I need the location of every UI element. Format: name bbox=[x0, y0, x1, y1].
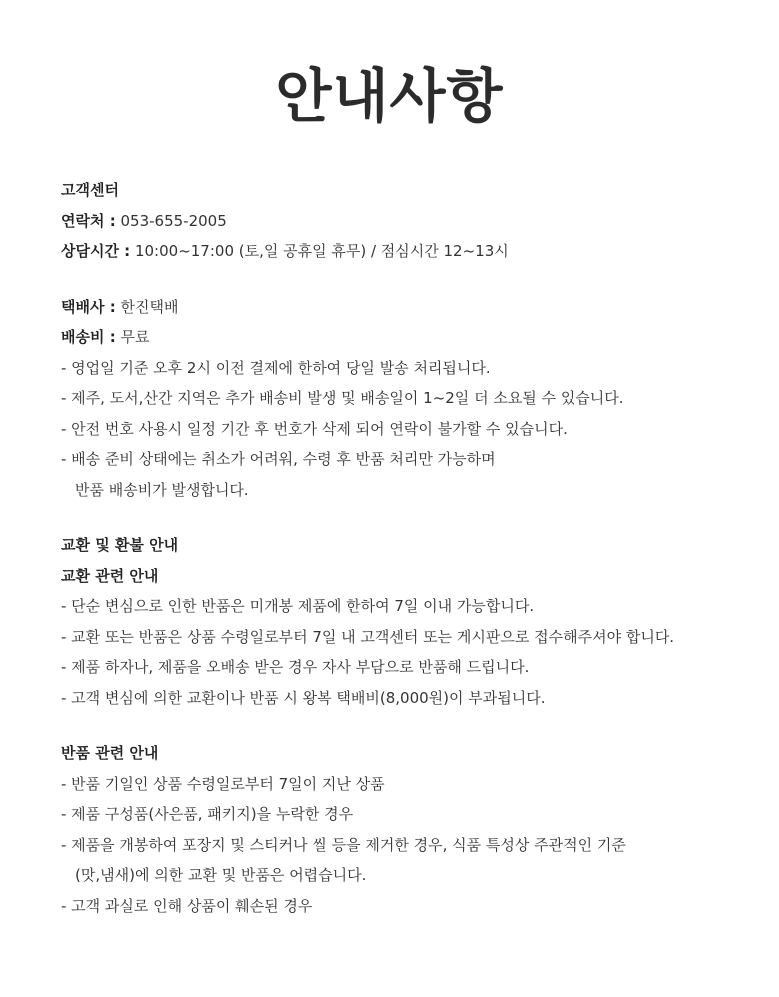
hours-label: 상담시간 : bbox=[61, 242, 131, 260]
courier-row bbox=[61, 292, 761, 323]
exchange-item: - 단순 변심으로 인한 반품은 미개봉 제품에 한하여 7일 이내 가능합니다. bbox=[61, 597, 535, 615]
shipping-fee-label: 배송비 : bbox=[61, 328, 116, 346]
hours-value: 10:00~17:00 (토,일 공휴일 휴무) / 점심시간 12~13시 bbox=[134, 242, 509, 260]
return-item-continuation: (맛,냄새)에 의한 교환 및 반품은 어렵습니다. bbox=[75, 866, 367, 884]
contact-label: 연락처 : bbox=[61, 211, 116, 230]
return-item: - 제품 구성품(사은품, 패키지)을 누락한 경우 bbox=[61, 805, 354, 823]
shipping-note: - 영업일 기준 오후 2시 이전 결제에 한하여 당일 발송 처리됩니다. bbox=[61, 358, 491, 377]
section-gap bbox=[61, 505, 761, 530]
return-item: - 제품을 개봉하여 포장지 및 스티커나 씰 등을 제거한 경우, 식품 특성상 주관적인 기준 bbox=[61, 835, 626, 854]
return-item: - 반품 기일인 상품 수령일로부터 7일이 지난 상품 bbox=[61, 774, 385, 793]
contact-row bbox=[61, 206, 761, 237]
exchange-item: - 교환 또는 반품은 상품 수령일로부터 7일 내 고객센터 또는 게시판으로 접수해주셔야 합니다. bbox=[61, 627, 675, 646]
courier-value: 한진택배 bbox=[120, 297, 179, 316]
contact-value: 053-655-2005 bbox=[120, 211, 227, 230]
section-gap bbox=[61, 267, 761, 292]
exchange-subheading: 교환 관련 안내 bbox=[61, 566, 159, 585]
notice-content bbox=[61, 175, 761, 921]
hours-row bbox=[61, 236, 761, 267]
return-subheading: 반품 관련 안내 bbox=[61, 744, 159, 762]
shipping-fee-row bbox=[61, 322, 761, 353]
shipping-fee-value: 무료 bbox=[120, 328, 150, 346]
shipping-note: - 안전 번호 사용시 일정 기간 후 번호가 삭제 되어 연락이 불가할 수 있습니다. bbox=[61, 419, 568, 438]
courier-label: 택배사 : bbox=[61, 297, 116, 316]
shipping-note: - 배송 준비 상태에는 취소가 어려워, 수령 후 반품 처리만 가능하며 bbox=[61, 450, 496, 468]
exchange-refund-heading: 교환 및 환불 안내 bbox=[61, 536, 179, 554]
exchange-item: - 제품 하자나, 제품을 오배송 받은 경우 자사 부담으로 반품해 드립니다. bbox=[61, 658, 530, 676]
section-gap bbox=[61, 713, 761, 738]
shipping-note: - 제주, 도서,산간 지역은 추가 배송비 발생 및 배송일이 1~2일 더 소요될 수 있습니다. bbox=[61, 389, 624, 407]
return-item: - 고객 과실로 인해 상품이 훼손된 경우 bbox=[61, 896, 313, 915]
customer-center-heading: 고객센터 bbox=[61, 181, 119, 199]
exchange-item: - 고객 변심에 의한 교환이나 반품 시 왕복 택배비(8,000원)이 부과됩니다. bbox=[61, 688, 546, 707]
shipping-note-continuation: 반품 배송비가 발생합니다. bbox=[75, 480, 249, 499]
page-title: 안내사항 bbox=[275, 62, 504, 130]
